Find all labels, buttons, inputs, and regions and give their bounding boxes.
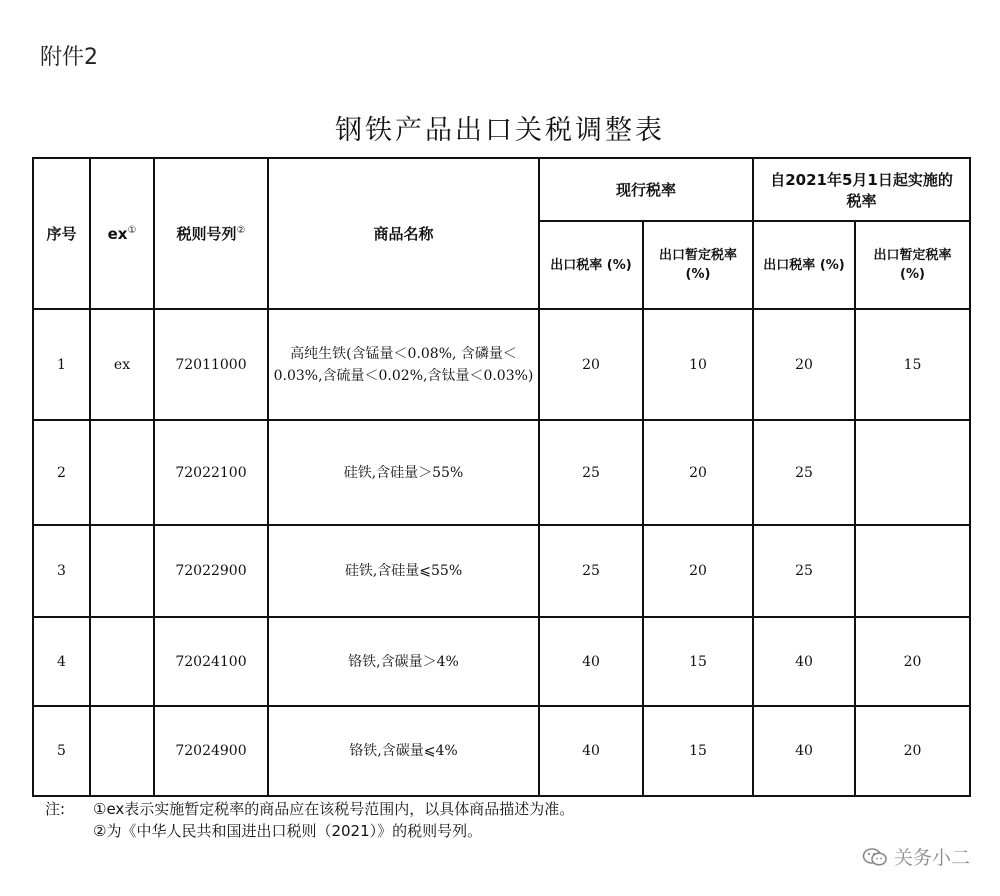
header-tariff-code-text: 税则号列: [176, 225, 237, 243]
header-current-export-rate: 出口税率 (%): [539, 221, 643, 309]
cell-new-provisional-rate: 15: [855, 309, 970, 420]
header-new-provisional-line2: (%): [900, 267, 925, 282]
cell-new-export-rate: 25: [753, 420, 855, 525]
table-row: [33, 525, 970, 617]
footnote-label: 注:: [45, 800, 66, 818]
header-current-rates: 现行税率: [539, 158, 753, 221]
cell-product-name: 铬铁,含碳量＞4%: [268, 617, 539, 706]
attachment-label: 附件2: [40, 45, 98, 70]
header-current-provisional-line2: (%): [685, 267, 711, 282]
table-row: [33, 309, 970, 420]
table-row: [33, 420, 970, 525]
header-current-provisional-line1: 出口暂定税率: [659, 248, 738, 263]
cell-current-export-rate: 40: [539, 617, 643, 706]
cell-current-provisional-rate: 10: [643, 309, 753, 420]
table-row: [33, 706, 970, 796]
wechat-icon: [862, 847, 888, 867]
cell-product-name: 高纯生铁(含锰量＜0.08%, 含磷量＜0.03%,含硫量＜0.02%,含钛量＜0.03%): [268, 309, 539, 420]
cell-new-export-rate: 40: [753, 706, 855, 796]
header-product-name: 商品名称: [268, 158, 539, 309]
cell-seq: 5: [33, 706, 90, 796]
cell-new-provisional-rate: 20: [855, 706, 970, 796]
header-new-rates-line1: 自2021年5月1日起实施的: [770, 170, 953, 189]
cell-seq: 4: [33, 617, 90, 706]
cell-new-export-rate: 40: [753, 617, 855, 706]
header-seq: 序号: [33, 158, 90, 309]
cell-tariff-code: 72022100: [154, 420, 268, 525]
header-ex-text: ex: [107, 224, 128, 243]
table-row: [33, 617, 970, 706]
cell-tariff-code: 72024100: [154, 617, 268, 706]
cell-product-name: 铬铁,含碳量⩽4%: [268, 706, 539, 796]
cell-current-provisional-rate: 20: [643, 420, 753, 525]
header-tariff-code-footnote-mark: ②: [236, 225, 246, 236]
footnote-text-2: ②为《中华人民共和国进出口税则（2021）》的税则号列。: [93, 822, 483, 840]
cell-tariff-code: 72022900: [154, 525, 268, 617]
header-current-provisional-rate: [643, 221, 753, 309]
cell-new-provisional-rate: 20: [855, 617, 970, 706]
cell-new-export-rate: 25: [753, 525, 855, 617]
cell-current-export-rate: 20: [539, 309, 643, 420]
cell-product-name: 硅铁,含硅量⩽55%: [268, 525, 539, 617]
cell-new-export-rate: 20: [753, 309, 855, 420]
footnotes: [45, 798, 574, 842]
cell-current-provisional-rate: 15: [643, 706, 753, 796]
cell-tariff-code: 72024900: [154, 706, 268, 796]
cell-seq: 2: [33, 420, 90, 525]
header-new-rates: [753, 158, 970, 221]
cell-current-export-rate: 40: [539, 706, 643, 796]
cell-ex: [90, 617, 154, 706]
cell-current-export-rate: 25: [539, 525, 643, 617]
cell-ex: [90, 525, 154, 617]
header-new-provisional-line1: 出口暂定税率: [873, 248, 952, 263]
cell-ex: ex: [90, 309, 154, 420]
cell-product-name: 硅铁,含硅量＞55%: [268, 420, 539, 525]
cell-ex: [90, 706, 154, 796]
cell-seq: 1: [33, 309, 90, 420]
cell-new-provisional-rate: [855, 420, 970, 525]
watermark: [862, 843, 970, 870]
cell-seq: 3: [33, 525, 90, 617]
cell-current-export-rate: 25: [539, 420, 643, 525]
header-tariff-code: [154, 158, 268, 309]
header-new-rates-line2: 税率: [846, 191, 877, 210]
header-ex: [90, 158, 154, 309]
header-ex-footnote-mark: ①: [127, 224, 137, 236]
header-new-export-rate: 出口税率 (%): [753, 221, 855, 309]
tariff-table: [32, 157, 971, 797]
cell-ex: [90, 420, 154, 525]
watermark-text: 关务小二: [893, 847, 970, 869]
footnote-line-2: [45, 820, 574, 842]
cell-new-provisional-rate: [855, 525, 970, 617]
cell-current-provisional-rate: 20: [643, 525, 753, 617]
cell-current-provisional-rate: 15: [643, 617, 753, 706]
footnote-line-1: [45, 798, 574, 820]
cell-tariff-code: 72011000: [154, 309, 268, 420]
footnote-text-1: ①ex表示实施暂定税率的商品应在该税号范围内，以具体商品描述为准。: [93, 800, 575, 818]
document-title: 钢铁产品出口关税调整表: [335, 115, 665, 146]
header-new-provisional-rate: [855, 221, 970, 309]
